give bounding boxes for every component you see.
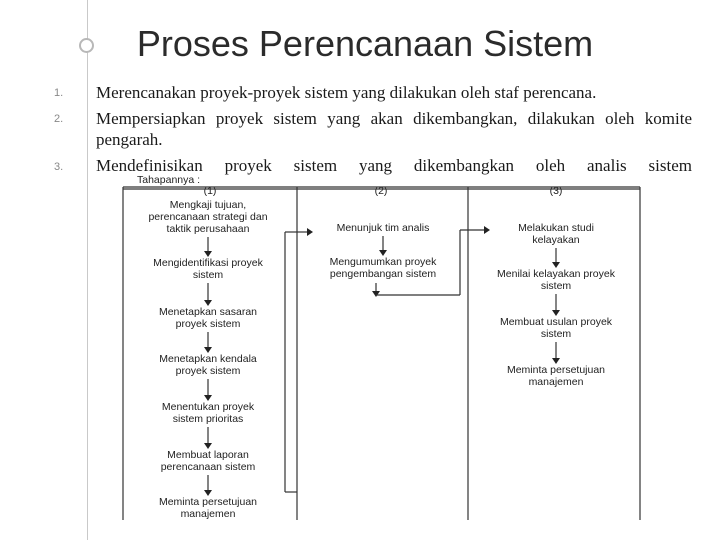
step-label: pengembangan sistem (329, 268, 437, 280)
step-label: Menetapkan sasaran (158, 306, 258, 318)
item-number-1: 1. (54, 87, 64, 99)
step-label: sistem (540, 328, 572, 340)
step-label: Mengumumkan proyek (329, 256, 437, 268)
step-label: Menetapkan kendala (159, 353, 257, 365)
step-label: sistem (540, 280, 572, 292)
step-label: proyek sistem (175, 318, 241, 330)
step-label: Menentukan proyek (161, 401, 255, 413)
arrow-head (484, 226, 490, 234)
list-item-2: Mempersiapkan proyek sistem yang akan dikembangkan, dilakukan oleh komite pengarah. (96, 109, 692, 149)
step-label: kelayakan (532, 234, 580, 246)
item-number-3: 3. (54, 161, 64, 173)
step-label: Meminta persetujuan (158, 496, 258, 508)
step-label: Mengidentifikasi proyek (153, 257, 263, 269)
step-label: perencanaan sistem (160, 461, 256, 473)
step-label: Membuat laporan (167, 449, 249, 461)
step-label: manajemen (528, 376, 584, 388)
step-label: Meminta persetujuan (506, 364, 606, 376)
step-label: taktik perusahaan (166, 223, 250, 235)
diagram-caption: Tahapannya : (137, 174, 201, 186)
column-header: (1) (203, 185, 217, 197)
step-label: manajemen (180, 508, 236, 520)
step-label: sistem (192, 269, 224, 281)
step-label: perencanaan strategi dan (148, 211, 268, 223)
step-label: Menunjuk tim analis (336, 222, 430, 234)
step-label: sistem prioritas (172, 413, 244, 425)
step-label: Melakukan studi (518, 222, 594, 234)
item-number-2: 2. (54, 113, 64, 125)
step-label: Membuat usulan proyek (499, 316, 613, 328)
arrow-head (372, 291, 380, 297)
column-header: (3) (549, 185, 563, 197)
column-header: (2) (374, 185, 388, 197)
page-title: Proses Perencanaan Sistem (136, 23, 594, 64)
list-item-3: Mendefinisikan proyek sistem yang dikembangkan oleh analis sistem (96, 156, 692, 175)
step-label: Menilai kelayakan proyek (497, 268, 615, 280)
step-label: proyek sistem (175, 365, 241, 377)
list-item-1: Merencanakan proyek-proyek sistem yang dilakukan oleh staf perencana. (96, 83, 597, 102)
step-label: Mengkaji tujuan, (169, 199, 247, 211)
arrow-head (307, 228, 313, 236)
